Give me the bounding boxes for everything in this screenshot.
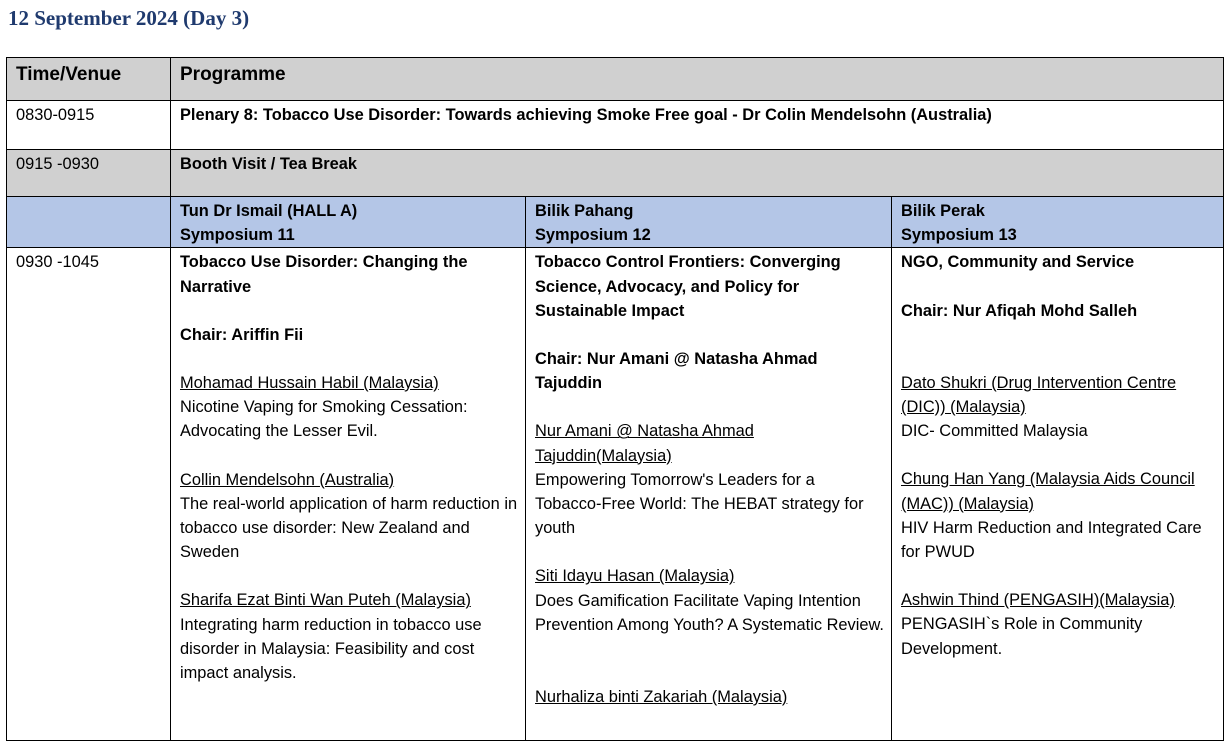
symposium-number: Symposium 11 <box>180 226 295 245</box>
symposium-title: Tobacco Control Frontiers: Converging Science, Advocacy, and Policy for Sustainable Impact <box>535 253 841 320</box>
header-row <box>7 58 1224 101</box>
venue-bilik-perak <box>892 197 1224 248</box>
talk-title: Does Gamification Facilitate Vaping Intention Prevention Among Youth? A Systematic Review. <box>535 591 884 634</box>
talk-title: Empowering Tomorrow's Leaders for a Tobacco-Free World: The HEBAT strategy for youth <box>535 470 864 538</box>
session-row <box>7 248 1224 741</box>
symposium-11-cell <box>171 248 526 741</box>
speaker-name: Sharifa Ezat Binti Wan Puteh (Malaysia) <box>180 591 471 610</box>
symposium-13-cell <box>892 248 1224 741</box>
speaker-name: Mohamad Hussain Habil (Malaysia) <box>180 374 439 393</box>
symposium-number: Symposium 12 <box>535 226 651 245</box>
tea-break-time: 0915 -0930 <box>7 150 171 197</box>
plenary-time: 0830-0915 <box>7 101 171 150</box>
venue-row <box>7 197 1224 248</box>
tea-break-text: Booth Visit / Tea Break <box>171 150 1224 197</box>
speaker-name: Collin Mendelsohn (Australia) <box>180 470 395 489</box>
symposium-chair: Chair: Nur Amani @ Natasha Ahmad Tajuddin <box>535 350 818 393</box>
symposium-number: Symposium 13 <box>901 226 1017 245</box>
venue-name: Tun Dr Ismail (HALL A) <box>180 202 358 220</box>
venue-hall-a <box>171 197 526 248</box>
time-venue-header: Time/Venue <box>7 58 171 101</box>
symposium-title: NGO, Community and Service <box>901 253 1135 272</box>
symposium-chair: Chair: Nur Afiqah Mohd Salleh <box>901 301 1138 320</box>
speaker-name: Ashwin Thind (PENGASIH)(Malaysia) <box>901 591 1175 610</box>
day-title: 12 September 2024 (Day 3) <box>8 6 250 30</box>
plenary-row <box>7 101 1224 150</box>
plenary-title: Plenary 8: Tobacco Use Disorder: Towards achieving Smoke Free goal - Dr Colin Mendelsohn (Australia) <box>171 101 1224 150</box>
tea-break-row <box>7 150 1224 197</box>
venue-time-cell <box>7 197 171 248</box>
session-time: 0930 -1045 <box>7 248 171 741</box>
talk-title: HIV Harm Reduction and Integrated Care for PWUD <box>901 518 1202 562</box>
talk-title: The real-world application of harm reduction in tobacco use disorder: New Zealand and Sweden <box>180 494 518 562</box>
programme-table <box>6 57 1224 741</box>
talk-title: PENGASIH`s Role in Community Development. <box>901 615 1143 658</box>
speaker-name: Nurhaliza binti Zakariah (Malaysia) <box>535 688 788 707</box>
venue-name: Bilik Pahang <box>535 202 634 220</box>
talk-title: Integrating harm reduction in tobacco use disorder in Malaysia: Feasibility and cost impact analysis. <box>180 615 482 683</box>
speaker-name: Nur Amani @ Natasha Ahmad Tajuddin(Malaysia) <box>535 422 754 465</box>
symposium-title: Tobacco Use Disorder: Changing the Narrative <box>180 253 468 296</box>
talk-title: Nicotine Vaping for Smoking Cessation: Advocating the Lesser Evil. <box>180 398 468 441</box>
symposium-12-cell <box>526 248 892 741</box>
speaker-name: Chung Han Yang (Malaysia Aids Council (MAC)) (Malaysia) <box>901 470 1195 513</box>
speaker-name: Siti Idayu Hasan (Malaysia) <box>535 567 735 586</box>
venue-bilik-pahang <box>526 197 892 248</box>
symposium-chair: Chair: Ariffin Fii <box>180 325 304 344</box>
speaker-name: Dato Shukri (Drug Intervention Centre (DIC)) (Malaysia) <box>901 373 1177 417</box>
venue-name: Bilik Perak <box>901 202 985 220</box>
programme-header: Programme <box>171 58 1224 101</box>
talk-title: DIC- Committed Malaysia <box>901 422 1088 441</box>
